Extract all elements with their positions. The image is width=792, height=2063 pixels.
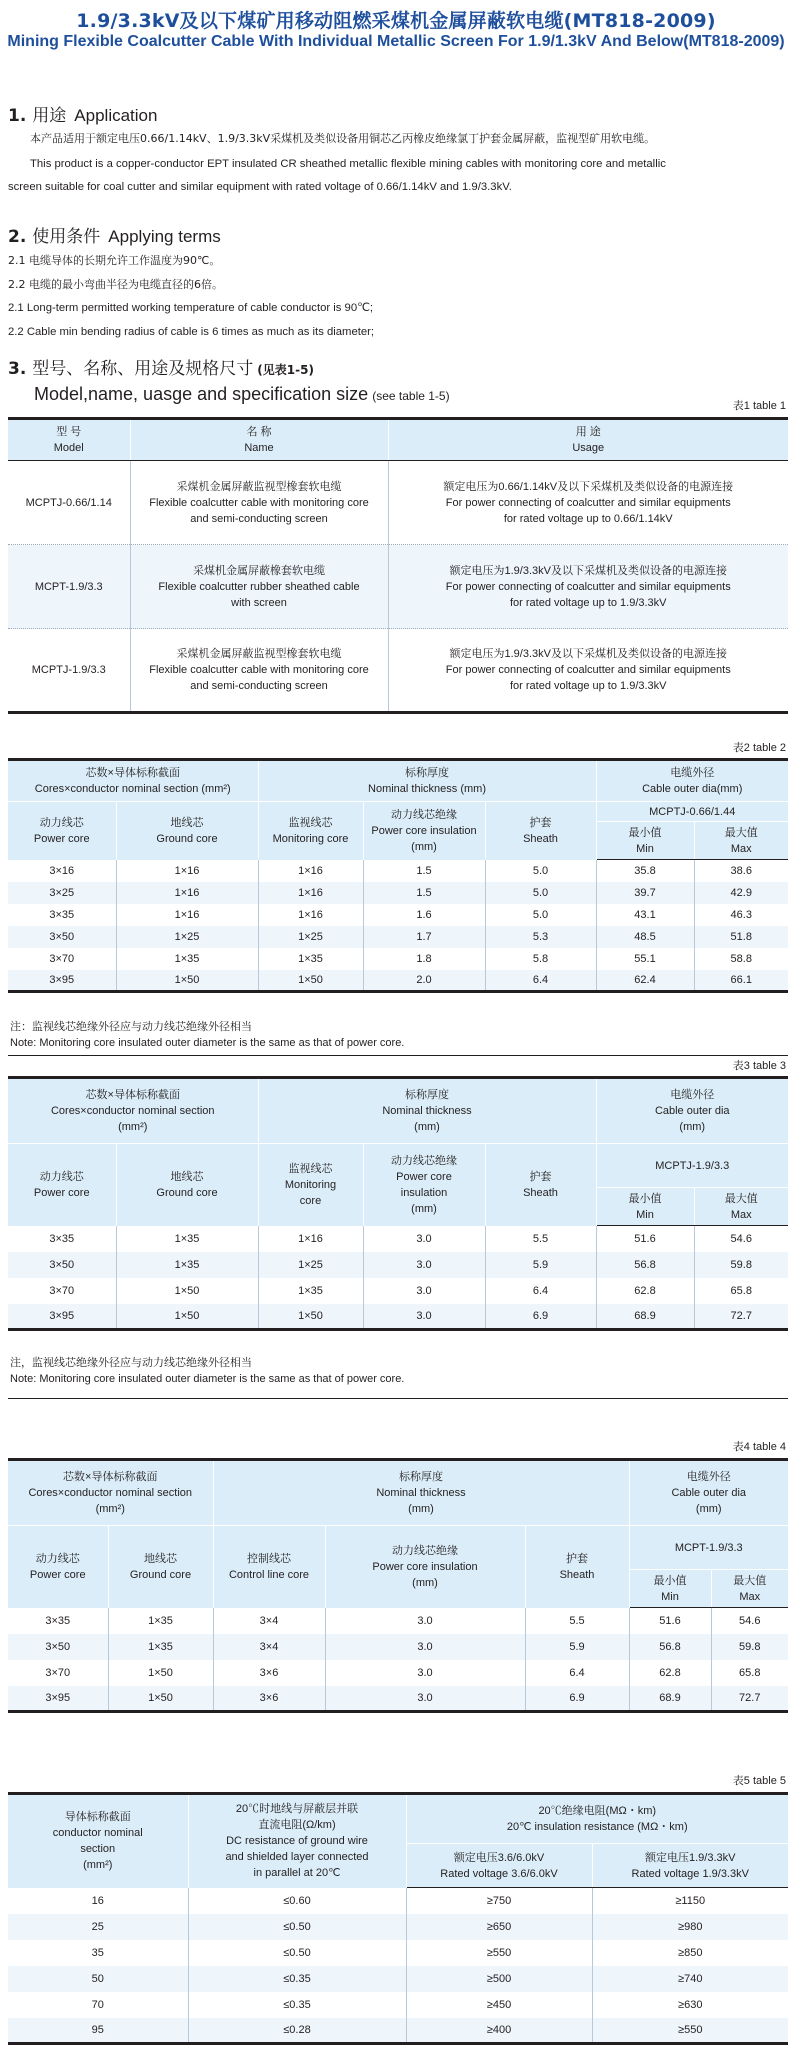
header-nominal-thickness: 标称厚度 Nominal thickness (mm): [258, 1078, 596, 1144]
table-row: [8, 1992, 788, 2018]
section-title-note-en: (see table 1-5): [372, 389, 450, 403]
cell-min: 68.9: [596, 1304, 694, 1330]
note-en: Note: Monitoring core insulated outer diameter is the same as that of power core.: [10, 1373, 405, 1385]
header-monitoring-core: 监视线芯 Monitoring core: [258, 1144, 363, 1226]
section-title-cn: 型号、名称、用途及规格尺寸: [32, 359, 254, 379]
cell-model: MCPTJ-0.66/1.14: [8, 461, 130, 545]
table-row: [8, 970, 788, 992]
cell-max: 59.8: [694, 1252, 788, 1278]
header-cores-section: 芯数×导体标称截面 Cores×conductor nominal section (mm²): [8, 1460, 213, 1526]
note-cn: 注，监视线芯绝缘外径应与动力线芯绝缘外径相当: [10, 1356, 252, 1369]
cell-insulation: 3.0: [325, 1686, 525, 1712]
cell-power-core: 3×70: [8, 948, 116, 970]
table-row: [8, 948, 788, 970]
cell-monitoring-core: 1×16: [258, 882, 363, 904]
cell-max: 51.8: [694, 926, 788, 948]
cell-name: 采煤机金属屏蔽监视型橡套软电缆 Flexible coalcutter cable with monitoring core and semi-conducting screen: [130, 461, 388, 545]
cell-sheath: 6.4: [525, 1660, 629, 1686]
cell-max: 54.6: [730, 1232, 752, 1245]
cell-sheath: 5.5: [525, 1608, 629, 1634]
cell-min: 56.8: [629, 1634, 711, 1660]
table-row: [8, 1914, 788, 1940]
cell-min: 35.8: [596, 860, 694, 882]
cell-insulation: 3.0: [325, 1608, 525, 1634]
cell-section: 16: [8, 1888, 188, 1914]
section-number: 1.: [8, 106, 27, 126]
cell-dc-resistance: ≤0.35: [188, 1992, 406, 2018]
cell-ground-core: 1×35: [116, 948, 258, 970]
section-number: 2.: [8, 227, 27, 247]
cell-max: 42.9: [694, 882, 788, 904]
cell-insulation: 2.0: [363, 970, 485, 992]
header-ground-core: 地线芯 Ground core: [108, 1526, 213, 1608]
table-row: [8, 1252, 788, 1278]
table-2: [8, 758, 788, 993]
table-row: [8, 1966, 788, 1992]
cell-name: 采煤机金属屏蔽监视型橡套软电缆 Flexible coalcutter cable with monitoring core and semi-conducting screen: [130, 629, 388, 713]
cell-insulation: 3.0: [325, 1660, 525, 1686]
term-line: 2.2 Cable min bending radius of cable is 6 times as much as its diameter;: [8, 326, 375, 338]
term-line: 2.1 Long-term permitted working temperature of cable conductor is 90℃;: [8, 302, 373, 314]
cell-min: 51.6: [629, 1608, 711, 1634]
header-nominal-thickness: 标称厚度 Nominal thickness (mm): [258, 760, 596, 802]
document-title-en: Mining Flexible Coalcutter Cable With Individual Metallic Screen For 1.9/1.3kV And Below(MT818-2009): [7, 33, 785, 50]
header-power-core-insulation: 动力线芯绝缘 Power core insulation (mm): [363, 1144, 485, 1226]
table-5-caption: 表5 table 5: [732, 1775, 786, 1787]
table-row: [8, 461, 788, 545]
note-cn: 注：监视线芯绝缘外径应与动力线芯绝缘外径相当: [10, 1020, 252, 1033]
cell-insulation: 3.0: [363, 1278, 485, 1304]
cell-min: 39.7: [596, 882, 694, 904]
cell-max: 58.8: [730, 952, 752, 965]
cell-power-core: 3×50: [8, 1252, 116, 1278]
cell-sheath: 5.0: [485, 882, 596, 904]
cell-sheath: 5.0: [485, 860, 596, 882]
table-row: [8, 1226, 788, 1252]
cell-ins-6kv: ≥400: [406, 2018, 592, 2044]
cell-sheath: 5.9: [525, 1634, 629, 1660]
cell-ground-core: 1×25: [116, 926, 258, 948]
header-model: MCPT-1.9/3.3: [629, 1526, 788, 1570]
section-title-en: Applying terms: [108, 227, 221, 246]
header-rated-voltage-3kv: 额定电压1.9/3.3kV Rated voltage 1.9/3.3kV: [592, 1844, 788, 1888]
cell-power-core: 3×95: [8, 1686, 108, 1712]
cell-monitoring-core: 1×16: [258, 904, 363, 926]
cell-max: 46.3: [730, 908, 752, 921]
table-row: [8, 1686, 788, 1712]
section-title-en: Application: [74, 106, 158, 125]
table-3: [8, 1076, 788, 1331]
cell-sheath: 5.8: [485, 948, 596, 970]
header-insulation-resistance: 20℃绝缘电阻(MΩ・km) 20℃ insulation resistance (MΩ・km): [406, 1794, 788, 1844]
section-2-heading: [8, 222, 221, 247]
cell-section: 35: [8, 1940, 188, 1966]
header-cable-outer-dia: 电缆外径 Cable outer dia (mm): [596, 1078, 788, 1144]
term-line: 2.1 电缆导体的长期允许工作温度为90℃。: [8, 254, 221, 267]
cell-monitoring-core: 1×50: [258, 970, 363, 992]
application-paragraph-en-line2: screen suitable for coal cutter and similar equipment with rated voltage of 0.66/1.14kV and 1.9/3.3kV.: [8, 181, 512, 193]
table-5: [8, 1792, 788, 2045]
table-row: [8, 882, 788, 904]
cell-ins-6kv: ≥550: [406, 1940, 592, 1966]
cell-usage: 额定电压为0.66/1.14kV及以下采煤机及类似设备的电源连接 For power connecting of coalcutter and similar equipments for rated voltage up to 0.66/1.14kV: [388, 461, 788, 545]
cell-ground-core: 1×50: [108, 1686, 213, 1712]
section-title-en: Model,name, uasge and specification size: [34, 384, 369, 404]
cell-ground-core: 1×50: [116, 1304, 258, 1330]
cell-ins-3kv: ≥630: [678, 1998, 703, 2011]
table-1: [8, 417, 788, 714]
section-title-cn: 用途: [32, 106, 67, 126]
header-dc-resistance: 20℃时地线与屏蔽层并联 直流电阻(Ω/km) DC resistance of ground wire and shielded layer connected in parallel at 20℃: [188, 1794, 406, 1888]
cell-power-core: 3×95: [8, 1304, 116, 1330]
cell-dc-resistance: ≤0.60: [188, 1888, 406, 1914]
section-title-cn: 使用条件: [32, 227, 101, 247]
cell-section: 50: [8, 1966, 188, 1992]
header-max: 最大值 Max: [694, 1188, 788, 1226]
cell-max: 54.6: [739, 1614, 761, 1627]
table-4: [8, 1458, 788, 1713]
cell-power-core: 3×95: [8, 970, 116, 992]
cell-min: 62.8: [596, 1278, 694, 1304]
cell-power-core: 3×50: [8, 1634, 108, 1660]
cell-section: 95: [8, 2018, 188, 2044]
cell-usage: 额定电压为1.9/3.3kV及以下采煤机及类似设备的电源连接 For power connecting of coalcutter and similar equipments for rated voltage up to 1.9/3.3kV: [388, 629, 788, 713]
table-row: [8, 629, 788, 713]
table-2-caption: 表2 table 2: [732, 742, 786, 754]
header-ground-core: 地线芯 Ground core: [116, 1144, 258, 1226]
cell-max: 59.8: [711, 1634, 788, 1660]
header-monitoring-core: 监视线芯 Monitoring core: [258, 802, 363, 860]
cell-dc-resistance: ≤0.35: [188, 1966, 406, 1992]
cell-ins-3kv: ≥550: [592, 2018, 788, 2044]
cell-min: 62.8: [629, 1660, 711, 1686]
cell-ground-core: 1×35: [108, 1634, 213, 1660]
table-4-caption: 表4 table 4: [732, 1441, 786, 1453]
cell-ins-6kv: ≥750: [406, 1888, 592, 1914]
cell-min: 51.6: [596, 1226, 694, 1252]
cell-insulation: 3.0: [363, 1252, 485, 1278]
cell-dc-resistance: ≤0.50: [188, 1940, 406, 1966]
header-max: 最大值 Max: [711, 1570, 788, 1608]
table-3-note: [10, 1354, 404, 1388]
cell-ins-3kv: ≥980: [592, 1914, 788, 1940]
table-header-usage: 用 途 Usage: [388, 419, 788, 461]
header-sheath: 护套 Sheath: [485, 1144, 596, 1226]
section-3-heading: [8, 354, 314, 379]
header-min: 最小值 Min: [596, 1188, 694, 1226]
cell-section: 25: [8, 1914, 188, 1940]
cell-sheath: 5.9: [485, 1252, 596, 1278]
section-number: 3.: [8, 359, 27, 379]
cell-insulation: 1.6: [363, 904, 485, 926]
header-max: 最大值 Max: [694, 822, 788, 860]
cell-ground-core: 1×50: [116, 970, 258, 992]
cell-monitoring-core: 1×25: [258, 1252, 363, 1278]
table-header-name: 名 称 Name: [130, 419, 388, 461]
cell-insulation: 3.0: [325, 1634, 525, 1660]
cell-control-core: 3×6: [213, 1686, 325, 1712]
header-rated-voltage-6kv: 额定电压3.6/6.0kV Rated voltage 3.6/6.0kV: [406, 1844, 592, 1888]
cell-sheath: 5.3: [485, 926, 596, 948]
table-3-caption: 表3 table 3: [732, 1060, 786, 1072]
cell-max: 72.7: [711, 1686, 788, 1712]
cell-max: 38.6: [730, 864, 752, 877]
cell-monitoring-core: 1×50: [258, 1304, 363, 1330]
cell-section: 70: [8, 1992, 188, 2018]
table-row: [8, 1304, 788, 1330]
table-row: [8, 1278, 788, 1304]
cell-min: 55.1: [596, 948, 694, 970]
header-power-core: 动力线芯 Power core: [8, 1526, 108, 1608]
header-power-core-insulation: 动力线芯绝缘 Power core insulation (mm): [325, 1526, 525, 1608]
cell-model: MCPT-1.9/3.3: [8, 545, 130, 629]
cell-sheath: 6.4: [485, 970, 596, 992]
section-1-heading: [8, 101, 157, 126]
cell-ins-3kv: ≥1150: [675, 1894, 706, 1907]
cell-monitoring-core: 1×35: [258, 948, 363, 970]
cell-power-core: 3×50: [8, 926, 116, 948]
cell-ground-core: 1×50: [116, 1278, 258, 1304]
cell-max: 65.8: [739, 1666, 761, 1679]
cell-max: 66.1: [694, 970, 788, 992]
cell-ins-6kv: ≥450: [406, 1992, 592, 2018]
divider: [8, 1398, 788, 1399]
header-power-core: 动力线芯 Power core: [8, 1144, 116, 1226]
table-row: [8, 904, 788, 926]
cell-min: 62.4: [596, 970, 694, 992]
cell-ground-core: 1×50: [108, 1660, 213, 1686]
cell-monitoring-core: 1×16: [258, 860, 363, 882]
cell-sheath: 6.9: [525, 1686, 629, 1712]
cell-insulation: 3.0: [363, 1226, 485, 1252]
cell-power-core: 3×25: [8, 882, 116, 904]
header-model: MCPTJ-1.9/3.3: [596, 1144, 788, 1188]
cell-power-core: 3×35: [8, 1608, 108, 1634]
table-row: [8, 1660, 788, 1686]
cell-sheath: 6.4: [485, 1278, 596, 1304]
header-cores-section: 芯数×导体标称截面 Cores×conductor nominal section (mm²): [8, 1078, 258, 1144]
cell-ins-3kv: ≥850: [678, 1946, 703, 1959]
application-paragraph-en-line1: This product is a copper-conductor EPT insulated CR sheathed metallic flexible mining cables with monitoring core and metallic: [30, 158, 666, 170]
cell-ground-core: 1×35: [116, 1226, 258, 1252]
cell-power-core: 3×35: [8, 1226, 116, 1252]
cell-control-core: 3×4: [213, 1634, 325, 1660]
cell-min: 48.5: [596, 926, 694, 948]
table-row: [8, 1940, 788, 1966]
header-sheath: 护套 Sheath: [525, 1526, 629, 1608]
cell-power-core: 3×35: [8, 904, 116, 926]
header-sheath: 护套 Sheath: [485, 802, 596, 860]
header-conductor-section: 导体标称截面 conductor nominal section (mm²): [8, 1794, 188, 1888]
cell-usage: 额定电压为1.9/3.3kV及以下采煤机及类似设备的电源连接 For power connecting of coalcutter and similar equipments for rated voltage up to 1.9/3.3kV: [388, 545, 788, 629]
cell-monitoring-core: 1×25: [258, 926, 363, 948]
divider: [8, 1055, 788, 1056]
cell-dc-resistance: ≤0.50: [188, 1914, 406, 1940]
header-cable-outer-dia: 电缆外径 Cable outer dia (mm): [629, 1460, 788, 1526]
document-title-cn: 1.9/3.3kV及以下煤矿用移动阻燃采煤机金属屏蔽软电缆(MT818-2009): [76, 10, 716, 32]
cell-monitoring-core: 1×35: [258, 1278, 363, 1304]
cell-min: 43.1: [596, 904, 694, 926]
cell-dc-resistance: ≤0.28: [188, 2018, 406, 2044]
cell-insulation: 1.5: [363, 860, 485, 882]
cell-power-core: 3×70: [8, 1278, 116, 1304]
header-ground-core: 地线芯 Ground core: [116, 802, 258, 860]
cell-model: MCPTJ-1.9/3.3: [8, 629, 130, 713]
header-control-line-core: 控制线芯 Control line core: [213, 1526, 325, 1608]
cell-sheath: 5.0: [485, 904, 596, 926]
cell-sheath: 6.9: [485, 1304, 596, 1330]
cell-sheath: 5.5: [485, 1226, 596, 1252]
cell-insulation: 1.7: [363, 926, 485, 948]
cell-ground-core: 1×16: [116, 860, 258, 882]
header-cores-section: 芯数×导体标称截面 Cores×conductor nominal section (mm²): [8, 760, 258, 802]
table-row: [8, 1608, 788, 1634]
cell-control-core: 3×6: [213, 1660, 325, 1686]
header-nominal-thickness: 标称厚度 Nominal thickness (mm): [213, 1460, 629, 1526]
table-row: [8, 545, 788, 629]
cell-monitoring-core: 1×16: [258, 1226, 363, 1252]
cell-insulation: 1.8: [363, 948, 485, 970]
cell-ins-6kv: ≥500: [406, 1966, 592, 1992]
cell-insulation: 1.5: [363, 882, 485, 904]
table-row: [8, 860, 788, 882]
cell-max: 72.7: [694, 1304, 788, 1330]
header-cable-outer-dia: 电缆外径 Cable outer dia(mm): [596, 760, 788, 802]
section-title-note-cn: (见表1-5): [257, 363, 314, 377]
cell-ins-3kv: ≥740: [592, 1966, 788, 1992]
table-row: [8, 1634, 788, 1660]
header-power-core: 动力线芯 Power core: [8, 802, 116, 860]
header-min: 最小值 Min: [629, 1570, 711, 1608]
cell-max: 65.8: [730, 1284, 752, 1297]
table-row: [8, 2018, 788, 2044]
cell-ground-core: 1×16: [116, 882, 258, 904]
cell-min: 68.9: [629, 1686, 711, 1712]
cell-insulation: 3.0: [363, 1304, 485, 1330]
cell-power-core: 3×16: [8, 860, 116, 882]
application-paragraph-cn: 本产品适用于额定电压0.66/1.14kV、1.9/3.3kV采煤机及类似设备用铜芯乙丙橡皮绝缘氯丁护套金属屏蔽，监视型矿用软电缆。: [30, 132, 656, 145]
cell-ground-core: 1×16: [116, 904, 258, 926]
table-2-note: [10, 1018, 404, 1052]
table-1-caption: 表1 table 1: [732, 400, 786, 412]
section-3-heading-en: [34, 384, 450, 405]
table-header-model: 型 号 Model: [8, 419, 130, 461]
cell-power-core: 3×70: [8, 1660, 108, 1686]
table-row: [8, 926, 788, 948]
header-power-core-insulation: 动力线芯绝缘 Power core insulation (mm): [363, 802, 485, 860]
cell-name: 采煤机金属屏蔽橡套软电缆 Flexible coalcutter rubber sheathed cable with screen: [130, 545, 388, 629]
cell-ground-core: 1×35: [116, 1252, 258, 1278]
table-row: [8, 1888, 788, 1914]
note-en: Note: Monitoring core insulated outer diameter is the same as that of power core.: [10, 1037, 405, 1049]
cell-control-core: 3×4: [213, 1608, 325, 1634]
cell-ground-core: 1×35: [108, 1608, 213, 1634]
header-model: MCPTJ-0.66/1.44: [596, 802, 788, 822]
header-min: 最小值 Min: [596, 822, 694, 860]
cell-min: 56.8: [596, 1252, 694, 1278]
term-line: 2.2 电缆的最小弯曲半径为电缆直径的6倍。: [8, 278, 223, 291]
cell-ins-6kv: ≥650: [406, 1914, 592, 1940]
